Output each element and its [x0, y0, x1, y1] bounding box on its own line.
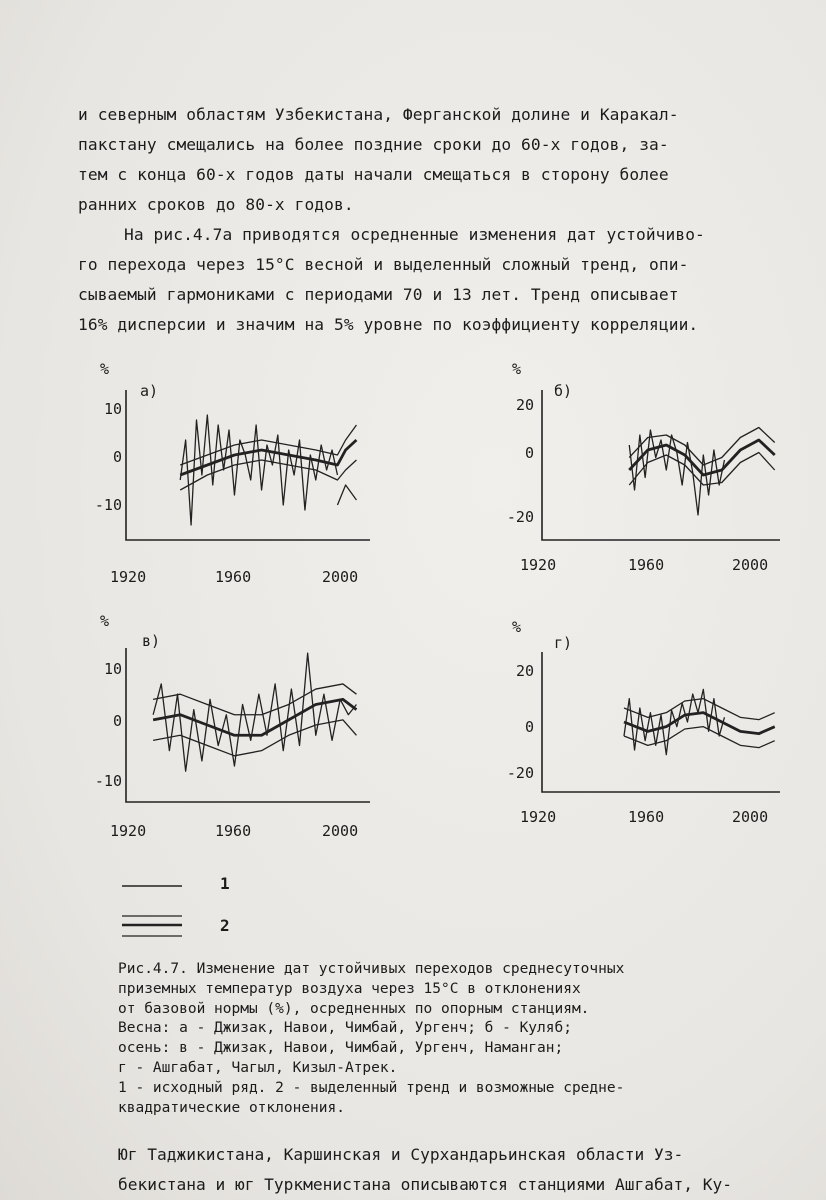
x-tick-label: 1920 [520, 808, 557, 826]
x-tick-label: 1920 [520, 556, 557, 574]
y-tick-label: 0 [112, 712, 122, 730]
y-tick-label: -10 [94, 496, 122, 514]
x-tick-label: 2000 [322, 822, 359, 840]
caption-line: г - Ашгабат, Чагыл, Кизыл-Атрек. [118, 1059, 398, 1076]
chart-axis [542, 652, 780, 792]
panel-label: в) [142, 632, 161, 650]
x-tick-label: 2000 [732, 556, 769, 574]
chart-svg-v [90, 612, 380, 852]
legend-lines [120, 872, 270, 948]
y-unit-label: % [512, 618, 522, 636]
body-paragraph-bottom [118, 1140, 818, 1200]
chart-panel-v [90, 612, 380, 852]
y-tick-label: -10 [94, 772, 122, 790]
series-original [153, 653, 356, 771]
text-line: сываемый гармониками с периодами 70 и 13 лет. Тренд описывает [78, 285, 679, 304]
chart-svg-b [500, 360, 790, 600]
text-line: го перехода через 15°С весной и выделенный сложный тренд, опи- [78, 255, 689, 274]
x-tick-label: 1920 [110, 568, 147, 586]
caption-line: осень: в - Джизак, Навои, Чимбай, Ургенч, Наманган; [118, 1040, 564, 1057]
y-tick-label: 10 [103, 400, 122, 418]
y-tick-label: 20 [515, 662, 534, 680]
y-unit-label: % [100, 360, 110, 378]
text-line: ранних сроков до 80-х годов. [78, 195, 354, 214]
text-line: На рис.4.7а приводятся осредненные изменения дат устойчиво- [124, 225, 705, 244]
chart-svg-g [500, 612, 790, 852]
text-line: и северным областям Узбекистана, Ферганской долине и Каракал- [78, 105, 679, 124]
text-line: тем с конца 60-х годов даты начали смещаться в сторону более [78, 165, 669, 184]
x-tick-label: 2000 [322, 568, 359, 586]
caption-line: от базовой нормы (%), осредненных по опорным станциям. [118, 1000, 590, 1017]
chart-svg-a [90, 360, 380, 600]
chart-axis [126, 648, 370, 802]
x-tick-label: 1960 [215, 822, 252, 840]
y-tick-label: 20 [515, 396, 534, 414]
body-paragraph [78, 100, 798, 340]
legend-label-1: 1 [220, 874, 230, 893]
y-tick-label: 10 [103, 660, 122, 678]
y-tick-label: 0 [524, 444, 534, 462]
chart-panel-g [500, 612, 790, 852]
y-tick-label: 0 [112, 448, 122, 466]
text-line: бекистана и юг Туркменистана описываются станциями Ашгабат, Ку- [118, 1175, 732, 1194]
caption-line: квадратические отклонения. [118, 1099, 345, 1116]
panel-label: а) [140, 382, 159, 400]
series-trend [624, 713, 775, 734]
x-tick-label: 2000 [732, 808, 769, 826]
text-line: Юг Таджикистана, Каршинская и Сурхандарьинская области Уз- [118, 1145, 684, 1164]
chart-panel-b [500, 360, 790, 600]
x-tick-label: 1960 [628, 808, 665, 826]
text-line: пакстану смещались на более поздние сроки до 60-х годов, за- [78, 135, 669, 154]
x-tick-label: 1960 [628, 556, 665, 574]
x-tick-label: 1920 [110, 822, 147, 840]
series-deviation [337, 485, 356, 505]
chart-legend [120, 872, 270, 948]
y-tick-label: -20 [506, 508, 534, 526]
y-unit-label: % [512, 360, 522, 378]
caption-line: 1 - исходный ряд. 2 - выделенный тренд и возможные средне- [118, 1079, 625, 1096]
panel-label: б) [554, 382, 573, 400]
series-deviation [153, 684, 356, 715]
y-tick-label: 0 [524, 718, 534, 736]
text-line: 16% дисперсии и значим на 5% уровне по коэффициенту корреляции. [78, 315, 699, 334]
caption-line: приземных температур воздуха через 15°С в отклонениях [118, 980, 581, 997]
figure-caption [118, 960, 818, 1118]
caption-line: Рис.4.7. Изменение дат устойчивых переходов среднесуточных [118, 961, 625, 977]
chart-axis [542, 390, 780, 540]
caption-line: Весна: а - Джизак, Навои, Чимбай, Ургенч; б - Куляб; [118, 1020, 572, 1037]
x-tick-label: 1960 [215, 568, 252, 586]
y-tick-label: -20 [506, 764, 534, 782]
chart-panel-a [90, 360, 380, 600]
panel-label: г) [554, 634, 573, 652]
y-unit-label: % [100, 612, 110, 630]
legend-label-2: 2 [220, 916, 230, 935]
